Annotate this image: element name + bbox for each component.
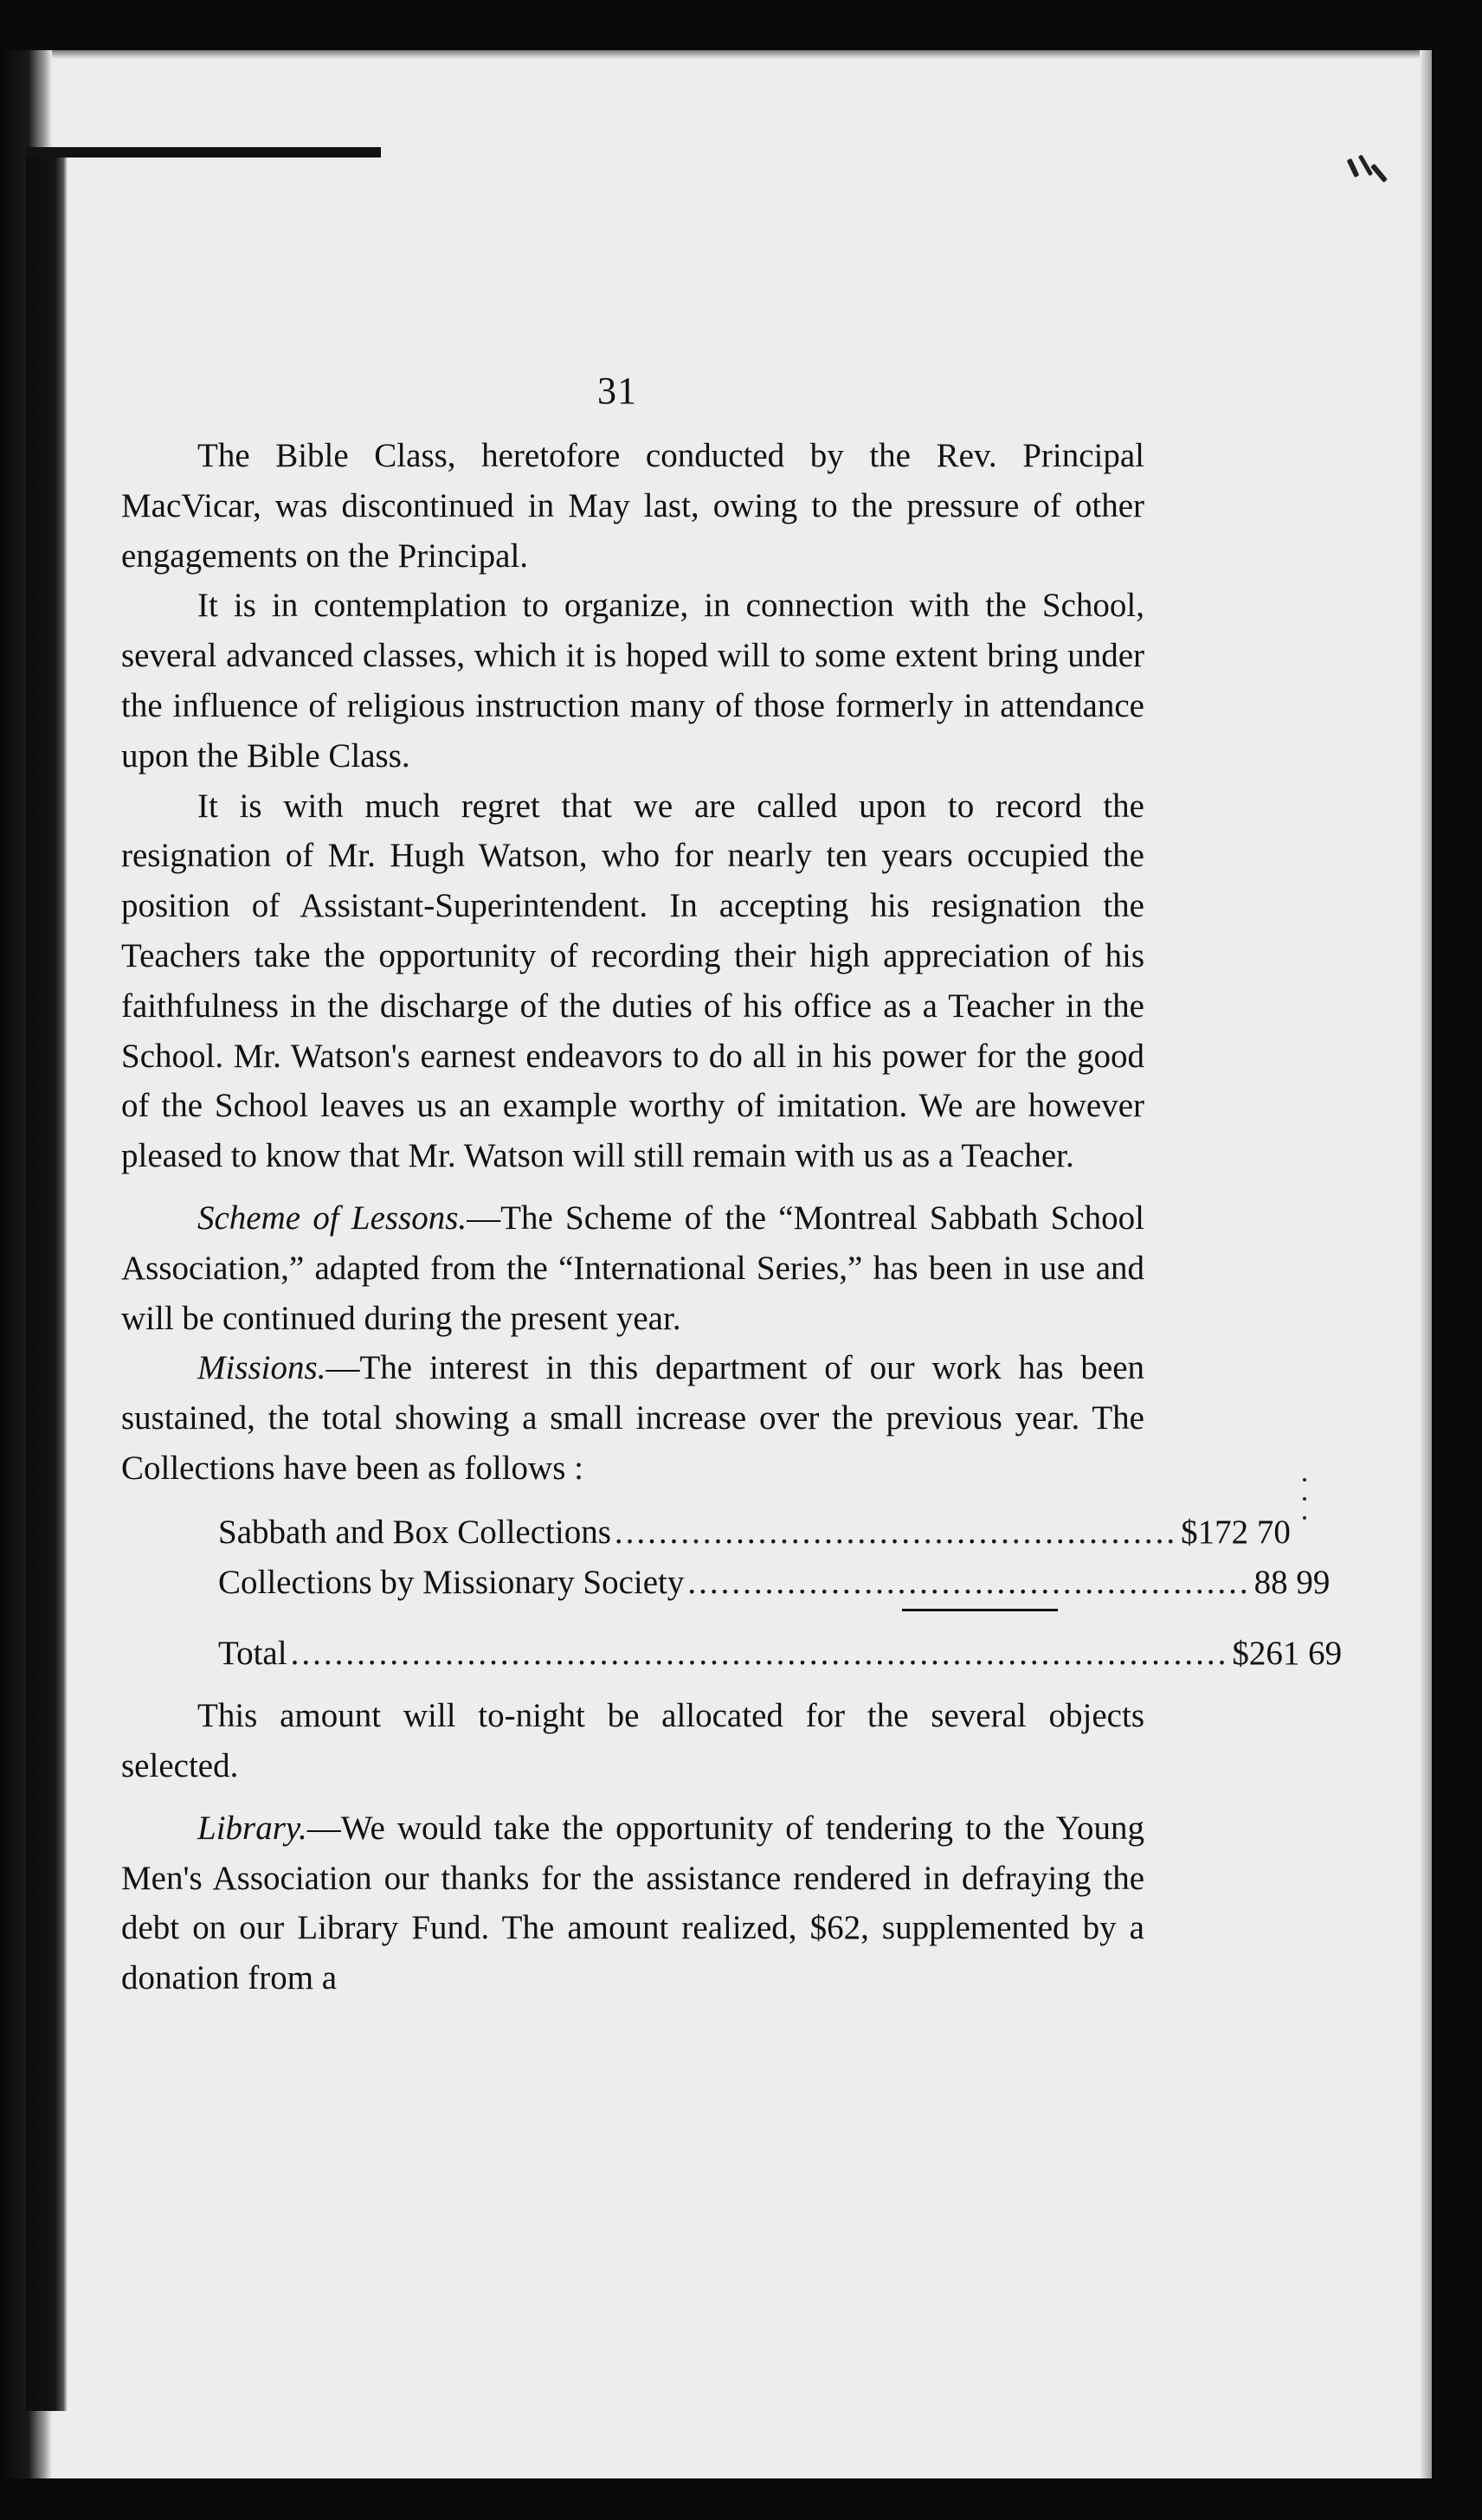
collections-table	[218, 1508, 1343, 1679]
paragraph-resignation: It is with much regret that we are called upon to record the resignation of Mr. Hugh Watson, who for nearly ten years occupied the position of Assistant-Superintendent. In accepting his resignation the Teachers take the opportunity of recording their high appreciation of his faithfulness in the discharge of the duties of his office as a Teacher in the School. Mr. Watson's earnest endeavors to do all in his power for the good of the School leaves us an example worthy of imitation. We are however pleased to know that Mr. Watson will still remain with us as a Teacher.	[121, 787, 1144, 1175]
text-library: —We would take the opportunity of tendering to the Young Men's Association our thanks for the assistance rendered in defraying the debt on our Library Fund. The amount realized, $62, supplemented by a donation from a	[121, 1809, 1144, 1997]
leader-dots: .....................................................................................	[290, 1635, 1229, 1673]
collections-amount: $172 70	[1181, 1513, 1291, 1551]
paragraph-advanced-classes: It is in contemplation to organize, in connection with the School, several advanced classes, which it is hoped will to some extent bring under the influence of religious instruction many of those formerly in attendance upon the Bible Class.	[121, 587, 1144, 775]
page-number: 31	[597, 370, 637, 412]
leader-dots: ...................................................	[614, 1513, 1178, 1551]
collections-label: Collections by Missionary Society	[218, 1563, 685, 1601]
top-edge-shadow	[0, 50, 1432, 59]
collections-amount: 88 99	[1253, 1563, 1331, 1601]
paragraph-library	[121, 1803, 1144, 2003]
heading-missions: Missions.	[197, 1349, 326, 1387]
collections-row	[218, 1558, 1331, 1608]
top-rule	[26, 147, 381, 158]
collections-total-row	[218, 1629, 1343, 1679]
ink-speck	[1303, 1516, 1306, 1520]
ink-speck	[1303, 1497, 1306, 1501]
ink-speck	[1370, 164, 1388, 183]
total-label: Total	[218, 1635, 287, 1673]
body-text	[121, 431, 1343, 2003]
paragraph-bible-class: The Bible Class, heretofore conducted by the Rev. Principal MacVicar, was discontinued in May last, owing to the pressure of other engagements on the Principal.	[121, 437, 1144, 575]
text-scheme-of-lessons: —The Scheme of the “Montreal Sabbath School Association,” adapted from the “International Series,” has been in use and will be continued during the present year.	[121, 1199, 1144, 1337]
ink-speck	[1347, 158, 1360, 177]
paragraph-missions	[121, 1343, 1144, 1493]
heading-library: Library.	[197, 1809, 307, 1847]
paragraph-scheme-of-lessons	[121, 1193, 1144, 1343]
left-binding-bar	[26, 152, 68, 2411]
scanned-page	[0, 50, 1432, 2478]
collections-label: Sabbath and Box Collections	[218, 1513, 611, 1551]
sum-rule	[902, 1609, 1058, 1611]
leader-dots: ...................................................	[687, 1563, 1251, 1601]
heading-scheme-of-lessons: Scheme of Lessons.	[197, 1199, 467, 1237]
right-edge-shadow	[1420, 50, 1432, 2478]
total-amount: $261 69	[1232, 1635, 1343, 1673]
collections-row	[218, 1508, 1291, 1558]
text-missions: —The interest in this department of our work has been sustained, the total showing a small increase over the previous year. The Collections have been as follows :	[121, 1349, 1144, 1487]
paragraph-allocation: This amount will to-night be allocated for the several objects selected.	[121, 1697, 1144, 1784]
ink-speck	[1303, 1478, 1306, 1482]
